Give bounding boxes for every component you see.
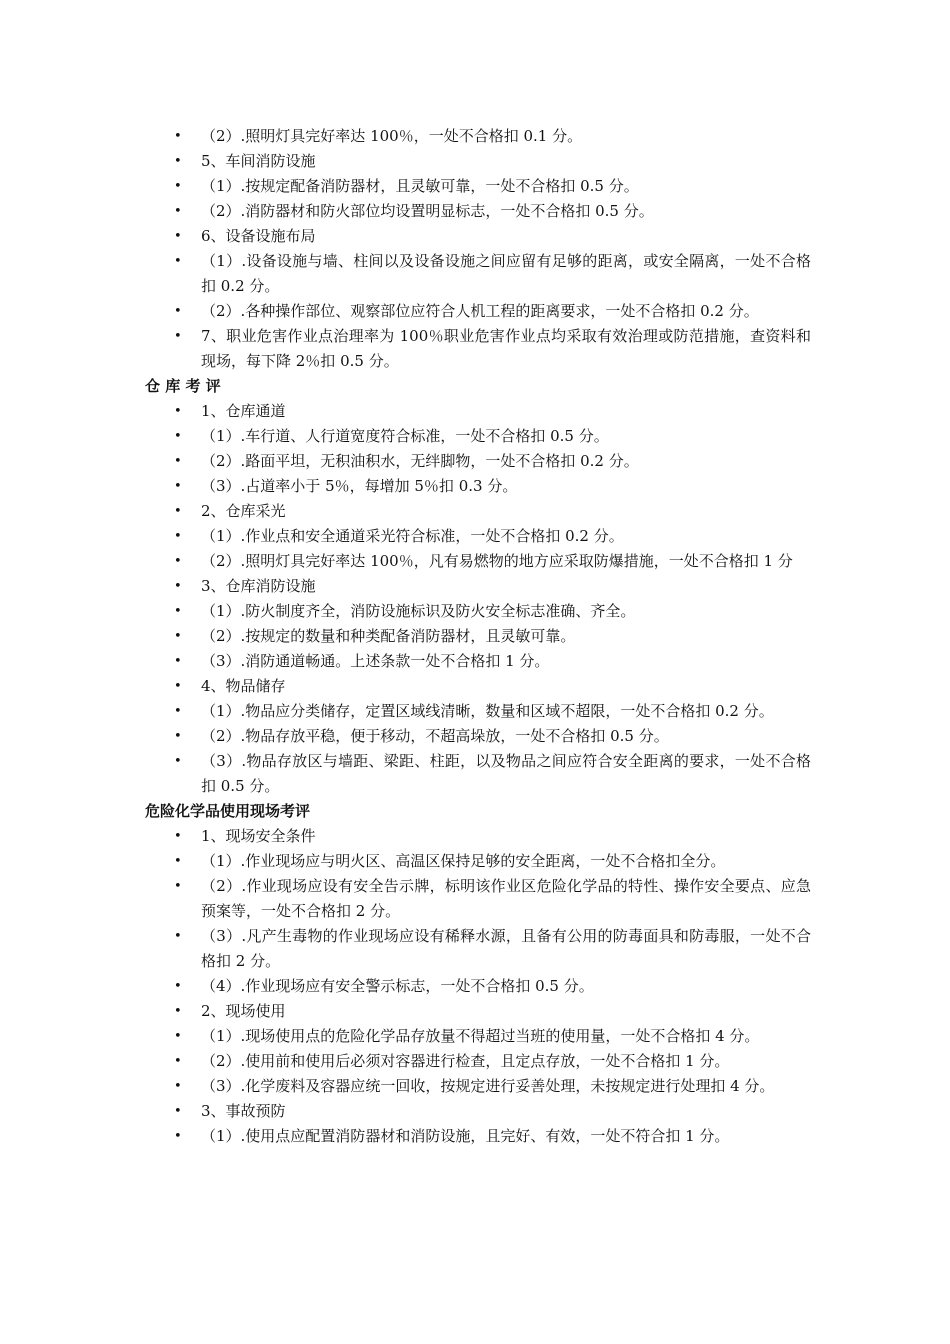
- list-item: [174, 174, 811, 199]
- list-item: [174, 599, 811, 624]
- list-item: [174, 1099, 811, 1124]
- list-item: [174, 924, 811, 974]
- list-item: [174, 399, 811, 424]
- bullet-icon: •: [174, 329, 182, 344]
- list-item-text: （1）.车行道、人行道宽度符合标准，一处不合格扣 0.5 分。: [201, 427, 609, 445]
- bullet-icon: •: [174, 1104, 182, 1119]
- list-item-text: （1）.防火制度齐全，消防设施标识及防火安全标志准确、齐全。: [201, 602, 636, 620]
- bullet-icon: •: [174, 579, 182, 594]
- list-item-text: 3、仓库消防设施: [201, 577, 316, 595]
- list-item-text: （2）.物品存放平稳，便于移动，不超高垛放，一处不合格扣 0.5 分。: [201, 727, 669, 745]
- list-item: [174, 674, 811, 699]
- list-item-text: （2）.使用前和使用后必须对容器进行检查，且定点存放，一处不合格扣 1 分。: [201, 1052, 730, 1070]
- list-item: [174, 499, 811, 524]
- list-item-text: （2）.按规定的数量和种类配备消防器材，且灵敏可靠。: [201, 627, 576, 645]
- list-item-text: （1）.作业现场应与明火区、高温区保持足够的安全距离，一处不合格扣全分。: [201, 852, 726, 870]
- list-item: [174, 724, 811, 749]
- bullet-icon: •: [174, 179, 182, 194]
- section-heading: 仓 库 考 评: [145, 377, 221, 395]
- bullet-icon: •: [174, 929, 182, 944]
- list-item-text: （2）.路面平坦，无积油积水，无绊脚物，一处不合格扣 0.2 分。: [201, 452, 639, 470]
- bullet-icon: •: [174, 454, 182, 469]
- document-body: [0, 124, 950, 1149]
- list-item: [174, 124, 811, 149]
- list-item-text: （3）.化学废料及容器应统一回收，按规定进行妥善处理，未按规定进行处理扣 4 分。: [201, 1077, 775, 1095]
- list-item: [174, 649, 811, 674]
- list-item: [174, 1074, 811, 1099]
- list-item-text: （1）.现场使用点的危险化学品存放量不得超过当班的使用量，一处不合格扣 4 分。: [201, 1027, 760, 1045]
- bullet-icon: •: [174, 879, 182, 894]
- list-item-text: （3）.消防通道畅通。上述条款一处不合格扣 1 分。: [201, 652, 550, 670]
- list-item-text: 6、设备设施布局: [201, 227, 316, 245]
- list-item-text: （2）.照明灯具完好率达 100％，凡有易燃物的地方应采取防爆措施，一处不合格扣 1 分: [201, 552, 793, 570]
- list-item: [174, 199, 811, 224]
- bullet-icon: •: [174, 204, 182, 219]
- list-item-text: （1）.设备设施与墙、柱间以及设备设施之间应留有足够的距离，或安全隔离，一处不合格扣 0.2 分。: [201, 252, 811, 295]
- bullet-icon: •: [174, 1129, 182, 1144]
- bullet-icon: •: [174, 754, 182, 769]
- bullet-icon: •: [174, 429, 182, 444]
- list-item-text: （3）.物品存放区与墙距、梁距、柱距，以及物品之间应符合安全距离的要求，一处不合格扣 0.5 分。: [201, 752, 811, 795]
- list-item-text: （1）.物品应分类储存，定置区域线清晰，数量和区域不超限，一处不合格扣 0.2 分。: [201, 702, 774, 720]
- list-item: [174, 824, 811, 849]
- list-item: [174, 449, 811, 474]
- list-item-text: （1）.使用点应配置消防器材和消防设施，且完好、有效，一处不符合扣 1 分。: [201, 1127, 730, 1145]
- list-item: [174, 999, 811, 1024]
- list-item-text: 3、事故预防: [201, 1102, 286, 1120]
- list-item: [174, 474, 811, 499]
- bullet-icon: •: [174, 404, 182, 419]
- list-item: [174, 699, 811, 724]
- list-item-text: （1）.作业点和安全通道采光符合标准，一处不合格扣 0.2 分。: [201, 527, 624, 545]
- list-item-text: （2）.消防器材和防火部位均设置明显标志，一处不合格扣 0.5 分。: [201, 202, 654, 220]
- bullet-icon: •: [174, 1029, 182, 1044]
- list-item: [174, 249, 811, 299]
- list-item: [174, 549, 811, 574]
- bullet-icon: •: [174, 704, 182, 719]
- list-item: [174, 624, 811, 649]
- bullet-icon: •: [174, 154, 182, 169]
- list-item-text: 1、现场安全条件: [201, 827, 316, 845]
- bullet-icon: •: [174, 1004, 182, 1019]
- list-item-text: 1、仓库通道: [201, 402, 286, 420]
- bullet-icon: •: [174, 504, 182, 519]
- bullet-icon: •: [174, 129, 182, 144]
- list-item: [174, 524, 811, 549]
- list-item: [174, 749, 811, 799]
- bullet-icon: •: [174, 304, 182, 319]
- list-item: [174, 974, 811, 999]
- list-item-text: 2、仓库采光: [201, 502, 286, 520]
- section-heading: 危险化学品使用现场考评: [145, 802, 311, 820]
- bullet-icon: •: [174, 654, 182, 669]
- bullet-icon: •: [174, 229, 182, 244]
- list-item-text: （3）.占道率小于 5％，每增加 5％扣 0.3 分。: [201, 477, 518, 495]
- list-item: [174, 424, 811, 449]
- bullet-icon: •: [174, 479, 182, 494]
- list-item: [174, 1024, 811, 1049]
- bullet-icon: •: [174, 979, 182, 994]
- bullet-icon: •: [174, 1054, 182, 1069]
- bullet-icon: •: [174, 629, 182, 644]
- bullet-icon: •: [174, 729, 182, 744]
- list-item: [174, 1049, 811, 1074]
- list-item: [174, 874, 811, 924]
- list-item-text: （4）.作业现场应有安全警示标志，一处不合格扣 0.5 分。: [201, 977, 594, 995]
- list-item: [174, 149, 811, 174]
- bullet-icon: •: [174, 829, 182, 844]
- list-item-text: 5、车间消防设施: [201, 152, 316, 170]
- list-item-text: （2）.照明灯具完好率达 100％，一处不合格扣 0.1 分。: [201, 127, 583, 145]
- list-item: [174, 849, 811, 874]
- list-item: [174, 1124, 811, 1149]
- list-item-text: （2）.作业现场应设有安全告示牌，标明该作业区危险化学品的特性、操作安全要点、应急预案等，一处不合格扣 2 分。: [201, 877, 811, 920]
- bullet-icon: •: [174, 604, 182, 619]
- bullet-icon: •: [174, 529, 182, 544]
- list-item: [174, 574, 811, 599]
- list-item-text: 2、现场使用: [201, 1002, 286, 1020]
- bullet-icon: •: [174, 254, 182, 269]
- list-item-text: 4、物品储存: [201, 677, 286, 695]
- bullet-icon: •: [174, 1079, 182, 1094]
- list-item-text: （2）.各种操作部位、观察部位应符合人机工程的距离要求，一处不合格扣 0.2 分。: [201, 302, 759, 320]
- list-item-text: （3）.凡产生毒物的作业现场应设有稀释水源，且备有公用的防毒面具和防毒服，一处不合格扣 2 分。: [201, 927, 811, 970]
- list-item: [174, 299, 811, 324]
- list-item: [174, 224, 811, 249]
- list-item: [174, 324, 811, 374]
- bullet-icon: •: [174, 679, 182, 694]
- bullet-icon: •: [174, 554, 182, 569]
- list-item-text: 7、职业危害作业点治理率为 100％职业危害作业点均采取有效治理或防范措施，查资料和现场，每下降 2％扣 0.5 分。: [201, 327, 811, 370]
- bullet-icon: •: [174, 854, 182, 869]
- list-item-text: （1）.按规定配备消防器材，且灵敏可靠，一处不合格扣 0.5 分。: [201, 177, 639, 195]
